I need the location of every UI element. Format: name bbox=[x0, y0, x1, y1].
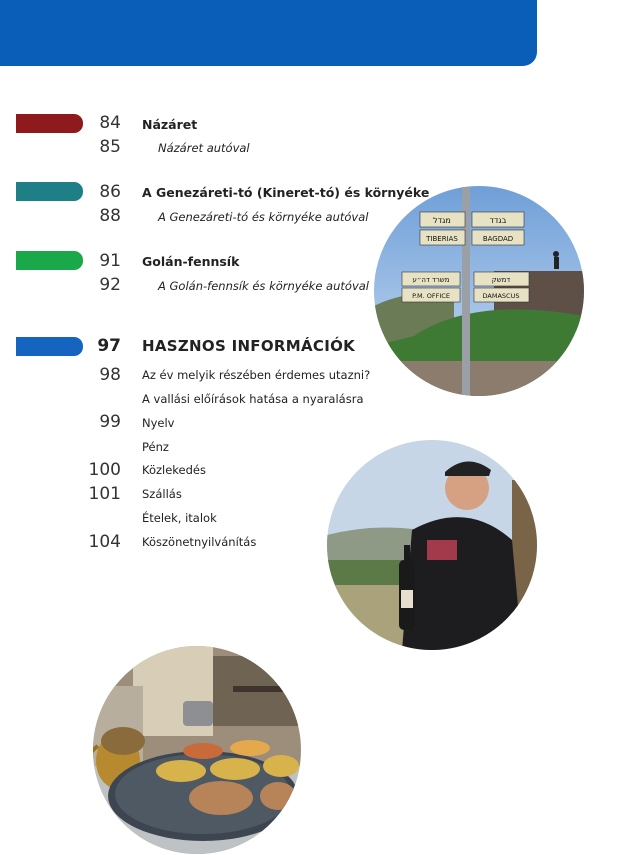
page-number: 98 bbox=[99, 365, 121, 385]
page-number: 99 bbox=[99, 412, 121, 432]
sign-text: P.M. OFFICE bbox=[412, 292, 450, 300]
toc-entry-genezaret[interactable]: A Genezáreti-tó (Kineret-tó) és környéke bbox=[142, 185, 430, 200]
toc-subentry[interactable]: A Genezáreti-tó és környéke autóval bbox=[158, 210, 369, 224]
toc-subentry[interactable]: Názáret autóval bbox=[158, 141, 250, 155]
sign-text: BAGDAD bbox=[482, 235, 514, 243]
toc-item[interactable]: Közlekedés bbox=[142, 463, 207, 477]
man-with-wine-photo bbox=[327, 440, 537, 650]
page-number: 104 bbox=[88, 532, 121, 552]
toc-subentry[interactable]: A Golán-fennsík és környéke autóval bbox=[158, 279, 369, 293]
header-bar bbox=[0, 0, 537, 66]
toc-item[interactable]: Nyelv bbox=[142, 416, 175, 430]
page-number: 86 bbox=[99, 182, 121, 202]
page-number: 91 bbox=[99, 251, 121, 271]
toc-item[interactable]: Köszönetnyilvánítás bbox=[142, 535, 257, 549]
sign-text: מגדל bbox=[433, 216, 451, 225]
page-number: 101 bbox=[88, 484, 121, 504]
signpost-photo bbox=[374, 186, 584, 396]
toc-item[interactable]: Ételek, italok bbox=[142, 511, 217, 525]
page-number: 88 bbox=[99, 206, 121, 226]
toc-item[interactable]: Pénz bbox=[142, 440, 169, 454]
toc-section-info[interactable]: HASZNOS INFORMÁCIÓK bbox=[142, 337, 356, 355]
sign-text: DAMASCUS bbox=[482, 292, 520, 300]
page-number: 84 bbox=[99, 113, 121, 133]
sign-text: בגדד bbox=[489, 216, 507, 225]
page-number: 100 bbox=[88, 460, 121, 480]
toc-entry-nazaret[interactable]: Názáret bbox=[142, 117, 198, 132]
toc-item[interactable]: A vallási előírások hatása a nyaralásra bbox=[142, 392, 364, 406]
page-number: 92 bbox=[99, 275, 121, 295]
sign-text: TIBERIAS bbox=[426, 235, 458, 243]
toc-entry-golan[interactable]: Golán-fennsík bbox=[142, 254, 240, 269]
page-number: 85 bbox=[99, 137, 121, 157]
sign-text: משרד דה״ע bbox=[412, 276, 450, 284]
sign-text: דמשק bbox=[491, 276, 511, 284]
toc-item[interactable]: Szállás bbox=[142, 487, 182, 501]
kitchen-food-photo bbox=[93, 646, 301, 854]
page-number: 97 bbox=[97, 336, 121, 356]
toc-item[interactable]: Az év melyik részében érdemes utazni? bbox=[142, 368, 371, 382]
